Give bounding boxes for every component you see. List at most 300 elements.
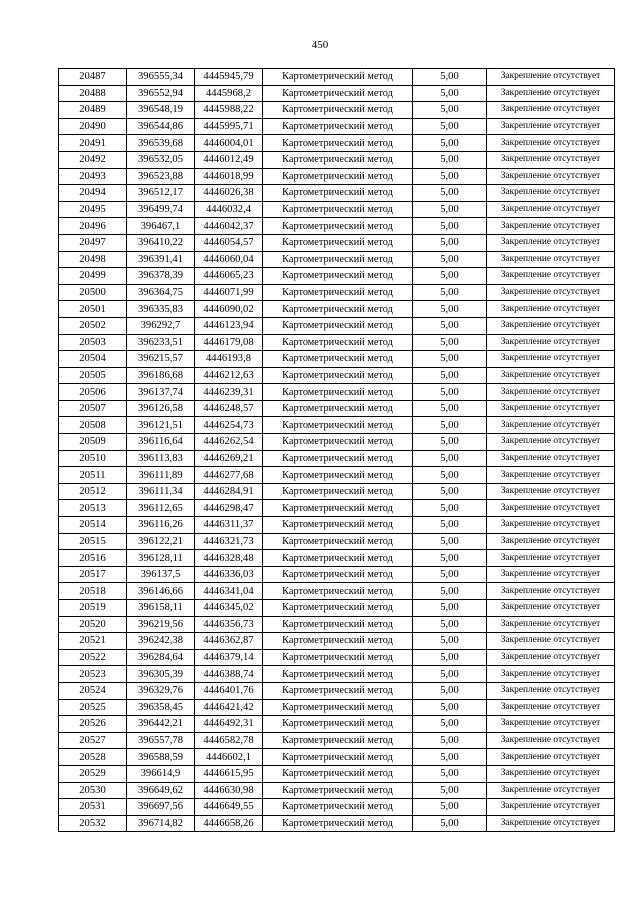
- accuracy-cell: 5,00: [413, 633, 487, 650]
- method-cell: Картометрический метод: [263, 400, 413, 417]
- accuracy-cell: 5,00: [413, 517, 487, 534]
- table-row: [59, 600, 615, 617]
- method-cell: Картометрический метод: [263, 517, 413, 534]
- point-number-cell: 20490: [59, 118, 127, 135]
- y-coordinate-cell: 4446582,78: [195, 732, 263, 749]
- table-row: [59, 417, 615, 434]
- x-coordinate-cell: 396284,64: [127, 649, 195, 666]
- fixation-cell: Закрепление отсутствует: [487, 815, 615, 832]
- method-cell: Картометрический метод: [263, 317, 413, 334]
- fixation-cell: Закрепление отсутствует: [487, 782, 615, 799]
- y-coordinate-cell: 4446311,37: [195, 517, 263, 534]
- fixation-cell: Закрепление отсутствует: [487, 135, 615, 152]
- table-row: [59, 616, 615, 633]
- method-cell: Картометрический метод: [263, 218, 413, 235]
- point-number-cell: 20528: [59, 749, 127, 766]
- point-number-cell: 20492: [59, 151, 127, 168]
- accuracy-cell: 5,00: [413, 533, 487, 550]
- fixation-cell: Закрепление отсутствует: [487, 118, 615, 135]
- accuracy-cell: 5,00: [413, 716, 487, 733]
- accuracy-cell: 5,00: [413, 782, 487, 799]
- table-row: [59, 550, 615, 567]
- table-row: [59, 749, 615, 766]
- point-number-cell: 20522: [59, 649, 127, 666]
- y-coordinate-cell: 4446388,74: [195, 666, 263, 683]
- accuracy-cell: 5,00: [413, 682, 487, 699]
- accuracy-cell: 5,00: [413, 102, 487, 119]
- point-number-cell: 20517: [59, 566, 127, 583]
- table-row: [59, 765, 615, 782]
- accuracy-cell: 5,00: [413, 666, 487, 683]
- point-number-cell: 20504: [59, 351, 127, 368]
- fixation-cell: Закрепление отсутствует: [487, 550, 615, 567]
- x-coordinate-cell: 396113,83: [127, 450, 195, 467]
- x-coordinate-cell: 396588,59: [127, 749, 195, 766]
- accuracy-cell: 5,00: [413, 168, 487, 185]
- point-number-cell: 20514: [59, 517, 127, 534]
- fixation-cell: Закрепление отсутствует: [487, 284, 615, 301]
- fixation-cell: Закрепление отсутствует: [487, 633, 615, 650]
- x-coordinate-cell: 396548,19: [127, 102, 195, 119]
- accuracy-cell: 5,00: [413, 450, 487, 467]
- table-row: [59, 69, 615, 86]
- fixation-cell: Закрепление отсутствует: [487, 517, 615, 534]
- x-coordinate-cell: 396555,34: [127, 69, 195, 86]
- accuracy-cell: 5,00: [413, 69, 487, 86]
- y-coordinate-cell: 4446341,04: [195, 583, 263, 600]
- y-coordinate-cell: 4445995,71: [195, 118, 263, 135]
- method-cell: Картометрический метод: [263, 600, 413, 617]
- table-row: [59, 301, 615, 318]
- boundary-points-table: [58, 68, 615, 832]
- accuracy-cell: 5,00: [413, 201, 487, 218]
- y-coordinate-cell: 4446328,48: [195, 550, 263, 567]
- fixation-cell: Закрепление отсутствует: [487, 301, 615, 318]
- x-coordinate-cell: 396697,56: [127, 799, 195, 816]
- point-number-cell: 20495: [59, 201, 127, 218]
- table-row: [59, 517, 615, 534]
- fixation-cell: Закрепление отсутствует: [487, 732, 615, 749]
- method-cell: Картометрический метод: [263, 649, 413, 666]
- x-coordinate-cell: 396467,1: [127, 218, 195, 235]
- y-coordinate-cell: 4446362,87: [195, 633, 263, 650]
- fixation-cell: Закрепление отсутствует: [487, 583, 615, 600]
- accuracy-cell: 5,00: [413, 434, 487, 451]
- y-coordinate-cell: 4446658,26: [195, 815, 263, 832]
- x-coordinate-cell: 396242,38: [127, 633, 195, 650]
- table-row: [59, 351, 615, 368]
- y-coordinate-cell: 4445988,22: [195, 102, 263, 119]
- fixation-cell: Закрепление отсутствует: [487, 649, 615, 666]
- method-cell: Картометрический метод: [263, 732, 413, 749]
- fixation-cell: Закрепление отсутствует: [487, 367, 615, 384]
- y-coordinate-cell: 4446032,4: [195, 201, 263, 218]
- x-coordinate-cell: 396544,86: [127, 118, 195, 135]
- point-number-cell: 20487: [59, 69, 127, 86]
- y-coordinate-cell: 4446298,47: [195, 500, 263, 517]
- x-coordinate-cell: 396523,88: [127, 168, 195, 185]
- table-row: [59, 334, 615, 351]
- fixation-cell: Закрепление отсутствует: [487, 483, 615, 500]
- fixation-cell: Закрепление отсутствует: [487, 334, 615, 351]
- x-coordinate-cell: 396539,68: [127, 135, 195, 152]
- x-coordinate-cell: 396112,65: [127, 500, 195, 517]
- table-row: [59, 583, 615, 600]
- y-coordinate-cell: 4445968,2: [195, 85, 263, 102]
- method-cell: Картометрический метод: [263, 666, 413, 683]
- method-cell: Картометрический метод: [263, 450, 413, 467]
- method-cell: Картометрический метод: [263, 417, 413, 434]
- table-row: [59, 782, 615, 799]
- table-row: [59, 218, 615, 235]
- accuracy-cell: 5,00: [413, 284, 487, 301]
- table-row: [59, 118, 615, 135]
- table-row: [59, 384, 615, 401]
- fixation-cell: Закрепление отсутствует: [487, 533, 615, 550]
- accuracy-cell: 5,00: [413, 417, 487, 434]
- method-cell: Картометрический метод: [263, 284, 413, 301]
- accuracy-cell: 5,00: [413, 367, 487, 384]
- y-coordinate-cell: 4446065,23: [195, 268, 263, 285]
- x-coordinate-cell: 396116,26: [127, 517, 195, 534]
- y-coordinate-cell: 4446060,04: [195, 251, 263, 268]
- y-coordinate-cell: 4446004,01: [195, 135, 263, 152]
- point-number-cell: 20498: [59, 251, 127, 268]
- method-cell: Картометрический метод: [263, 168, 413, 185]
- page-number: 450: [311, 39, 329, 51]
- x-coordinate-cell: 396364,75: [127, 284, 195, 301]
- method-cell: Картометрический метод: [263, 550, 413, 567]
- fixation-cell: Закрепление отсутствует: [487, 384, 615, 401]
- point-number-cell: 20513: [59, 500, 127, 517]
- y-coordinate-cell: 4445945,79: [195, 69, 263, 86]
- fixation-cell: Закрепление отсутствует: [487, 185, 615, 202]
- y-coordinate-cell: 4446054,57: [195, 234, 263, 251]
- fixation-cell: Закрепление отсутствует: [487, 218, 615, 235]
- point-number-cell: 20521: [59, 633, 127, 650]
- point-number-cell: 20499: [59, 268, 127, 285]
- y-coordinate-cell: 4446239,31: [195, 384, 263, 401]
- method-cell: Картометрический метод: [263, 135, 413, 152]
- y-coordinate-cell: 4446649,55: [195, 799, 263, 816]
- method-cell: Картометрический метод: [263, 367, 413, 384]
- point-number-cell: 20524: [59, 682, 127, 699]
- x-coordinate-cell: 396146,66: [127, 583, 195, 600]
- method-cell: Картометрический метод: [263, 815, 413, 832]
- method-cell: Картометрический метод: [263, 384, 413, 401]
- y-coordinate-cell: 4446018,99: [195, 168, 263, 185]
- point-number-cell: 20508: [59, 417, 127, 434]
- accuracy-cell: 5,00: [413, 135, 487, 152]
- accuracy-cell: 5,00: [413, 566, 487, 583]
- x-coordinate-cell: 396111,89: [127, 467, 195, 484]
- x-coordinate-cell: 396305,39: [127, 666, 195, 683]
- point-number-cell: 20516: [59, 550, 127, 567]
- point-number-cell: 20527: [59, 732, 127, 749]
- x-coordinate-cell: 396126,58: [127, 400, 195, 417]
- accuracy-cell: 5,00: [413, 815, 487, 832]
- method-cell: Картометрический метод: [263, 69, 413, 86]
- table-row: [59, 716, 615, 733]
- x-coordinate-cell: 396137,74: [127, 384, 195, 401]
- x-coordinate-cell: 396358,45: [127, 699, 195, 716]
- accuracy-cell: 5,00: [413, 301, 487, 318]
- method-cell: Картометрический метод: [263, 533, 413, 550]
- y-coordinate-cell: 4446179,08: [195, 334, 263, 351]
- point-number-cell: 20518: [59, 583, 127, 600]
- x-coordinate-cell: 396557,78: [127, 732, 195, 749]
- method-cell: Картометрический метод: [263, 234, 413, 251]
- y-coordinate-cell: 4446193,8: [195, 351, 263, 368]
- method-cell: Картометрический метод: [263, 251, 413, 268]
- x-coordinate-cell: 396128,11: [127, 550, 195, 567]
- fixation-cell: Закрепление отсутствует: [487, 566, 615, 583]
- accuracy-cell: 5,00: [413, 732, 487, 749]
- table-row: [59, 483, 615, 500]
- fixation-cell: Закрепление отсутствует: [487, 251, 615, 268]
- method-cell: Картометрический метод: [263, 633, 413, 650]
- x-coordinate-cell: 396391,41: [127, 251, 195, 268]
- y-coordinate-cell: 4446042,37: [195, 218, 263, 235]
- accuracy-cell: 5,00: [413, 616, 487, 633]
- x-coordinate-cell: 396532,05: [127, 151, 195, 168]
- point-number-cell: 20506: [59, 384, 127, 401]
- method-cell: Картометрический метод: [263, 699, 413, 716]
- y-coordinate-cell: 4446012,49: [195, 151, 263, 168]
- point-number-cell: 20503: [59, 334, 127, 351]
- point-number-cell: 20502: [59, 317, 127, 334]
- accuracy-cell: 5,00: [413, 583, 487, 600]
- table-row: [59, 185, 615, 202]
- x-coordinate-cell: 396649,62: [127, 782, 195, 799]
- method-cell: Картометрический метод: [263, 566, 413, 583]
- point-number-cell: 20489: [59, 102, 127, 119]
- accuracy-cell: 5,00: [413, 351, 487, 368]
- table-row: [59, 533, 615, 550]
- x-coordinate-cell: 396614,9: [127, 765, 195, 782]
- y-coordinate-cell: 4446492,31: [195, 716, 263, 733]
- accuracy-cell: 5,00: [413, 234, 487, 251]
- accuracy-cell: 5,00: [413, 334, 487, 351]
- y-coordinate-cell: 4446123,94: [195, 317, 263, 334]
- table-row: [59, 268, 615, 285]
- fixation-cell: Закрепление отсутствует: [487, 749, 615, 766]
- x-coordinate-cell: 396219,56: [127, 616, 195, 633]
- y-coordinate-cell: 4446630,98: [195, 782, 263, 799]
- table-row: [59, 799, 615, 816]
- fixation-cell: Закрепление отсутствует: [487, 69, 615, 86]
- method-cell: Картометрический метод: [263, 268, 413, 285]
- point-number-cell: 20520: [59, 616, 127, 633]
- x-coordinate-cell: 396111,34: [127, 483, 195, 500]
- y-coordinate-cell: 4446379,14: [195, 649, 263, 666]
- point-number-cell: 20496: [59, 218, 127, 235]
- point-number-cell: 20501: [59, 301, 127, 318]
- accuracy-cell: 5,00: [413, 384, 487, 401]
- y-coordinate-cell: 4446262,54: [195, 434, 263, 451]
- x-coordinate-cell: 396116,64: [127, 434, 195, 451]
- method-cell: Картометрический метод: [263, 716, 413, 733]
- x-coordinate-cell: 396186,68: [127, 367, 195, 384]
- fixation-cell: Закрепление отсутствует: [487, 268, 615, 285]
- accuracy-cell: 5,00: [413, 467, 487, 484]
- accuracy-cell: 5,00: [413, 649, 487, 666]
- table-row: [59, 633, 615, 650]
- x-coordinate-cell: 396552,94: [127, 85, 195, 102]
- method-cell: Картометрический метод: [263, 85, 413, 102]
- table-body: [59, 69, 615, 832]
- method-cell: Картометрический метод: [263, 749, 413, 766]
- point-number-cell: 20488: [59, 85, 127, 102]
- point-number-cell: 20491: [59, 135, 127, 152]
- table-row: [59, 367, 615, 384]
- accuracy-cell: 5,00: [413, 185, 487, 202]
- y-coordinate-cell: 4446401,76: [195, 682, 263, 699]
- table-row: [59, 500, 615, 517]
- method-cell: Картометрический метод: [263, 616, 413, 633]
- y-coordinate-cell: 4446212,63: [195, 367, 263, 384]
- table-row: [59, 450, 615, 467]
- accuracy-cell: 5,00: [413, 500, 487, 517]
- y-coordinate-cell: 4446277,68: [195, 467, 263, 484]
- y-coordinate-cell: 4446336,03: [195, 566, 263, 583]
- point-number-cell: 20531: [59, 799, 127, 816]
- x-coordinate-cell: 396215,57: [127, 351, 195, 368]
- method-cell: Картометрический метод: [263, 102, 413, 119]
- accuracy-cell: 5,00: [413, 268, 487, 285]
- point-number-cell: 20497: [59, 234, 127, 251]
- y-coordinate-cell: 4446026,38: [195, 185, 263, 202]
- method-cell: Картометрический метод: [263, 434, 413, 451]
- x-coordinate-cell: 396122,21: [127, 533, 195, 550]
- y-coordinate-cell: 4446421,42: [195, 699, 263, 716]
- table-row: [59, 168, 615, 185]
- fixation-cell: Закрепление отсутствует: [487, 317, 615, 334]
- y-coordinate-cell: 4446071,99: [195, 284, 263, 301]
- table-row: [59, 317, 615, 334]
- method-cell: Картометрический метод: [263, 118, 413, 135]
- table-row: [59, 135, 615, 152]
- fixation-cell: Закрепление отсутствует: [487, 417, 615, 434]
- table-row: [59, 234, 615, 251]
- point-number-cell: 20523: [59, 666, 127, 683]
- method-cell: Картометрический метод: [263, 765, 413, 782]
- fixation-cell: Закрепление отсутствует: [487, 85, 615, 102]
- fixation-cell: Закрепление отсутствует: [487, 102, 615, 119]
- method-cell: Картометрический метод: [263, 301, 413, 318]
- y-coordinate-cell: 4446345,02: [195, 600, 263, 617]
- x-coordinate-cell: 396233,51: [127, 334, 195, 351]
- point-number-cell: 20500: [59, 284, 127, 301]
- x-coordinate-cell: 396442,21: [127, 716, 195, 733]
- point-number-cell: 20532: [59, 815, 127, 832]
- y-coordinate-cell: 4446248,57: [195, 400, 263, 417]
- y-coordinate-cell: 4446254,73: [195, 417, 263, 434]
- table-row: [59, 732, 615, 749]
- method-cell: Картометрический метод: [263, 151, 413, 168]
- accuracy-cell: 5,00: [413, 151, 487, 168]
- accuracy-cell: 5,00: [413, 749, 487, 766]
- x-coordinate-cell: 396378,39: [127, 268, 195, 285]
- accuracy-cell: 5,00: [413, 699, 487, 716]
- fixation-cell: Закрепление отсутствует: [487, 799, 615, 816]
- table-row: [59, 400, 615, 417]
- fixation-cell: Закрепление отсутствует: [487, 600, 615, 617]
- y-coordinate-cell: 4446321,73: [195, 533, 263, 550]
- accuracy-cell: 5,00: [413, 400, 487, 417]
- y-coordinate-cell: 4446284,91: [195, 483, 263, 500]
- point-number-cell: 20494: [59, 185, 127, 202]
- x-coordinate-cell: 396137,5: [127, 566, 195, 583]
- point-number-cell: 20525: [59, 699, 127, 716]
- table-row: [59, 699, 615, 716]
- point-number-cell: 20529: [59, 765, 127, 782]
- point-number-cell: 20526: [59, 716, 127, 733]
- fixation-cell: Закрепление отсутствует: [487, 234, 615, 251]
- fixation-cell: Закрепление отсутствует: [487, 467, 615, 484]
- fixation-cell: Закрепление отсутствует: [487, 400, 615, 417]
- point-number-cell: 20505: [59, 367, 127, 384]
- table-row: [59, 284, 615, 301]
- point-number-cell: 20515: [59, 533, 127, 550]
- point-number-cell: 20493: [59, 168, 127, 185]
- x-coordinate-cell: 396335,83: [127, 301, 195, 318]
- fixation-cell: Закрепление отсутствует: [487, 699, 615, 716]
- fixation-cell: Закрепление отсутствует: [487, 682, 615, 699]
- fixation-cell: Закрепление отсутствует: [487, 351, 615, 368]
- fixation-cell: Закрепление отсутствует: [487, 434, 615, 451]
- accuracy-cell: 5,00: [413, 317, 487, 334]
- point-number-cell: 20519: [59, 600, 127, 617]
- y-coordinate-cell: 4446090,02: [195, 301, 263, 318]
- table-row: [59, 682, 615, 699]
- method-cell: Картометрический метод: [263, 483, 413, 500]
- accuracy-cell: 5,00: [413, 765, 487, 782]
- x-coordinate-cell: 396410,22: [127, 234, 195, 251]
- method-cell: Картометрический метод: [263, 799, 413, 816]
- point-number-cell: 20530: [59, 782, 127, 799]
- accuracy-cell: 5,00: [413, 218, 487, 235]
- accuracy-cell: 5,00: [413, 600, 487, 617]
- method-cell: Картометрический метод: [263, 334, 413, 351]
- fixation-cell: Закрепление отсутствует: [487, 168, 615, 185]
- method-cell: Картометрический метод: [263, 583, 413, 600]
- fixation-cell: Закрепление отсутствует: [487, 716, 615, 733]
- x-coordinate-cell: 396329,76: [127, 682, 195, 699]
- x-coordinate-cell: 396292,7: [127, 317, 195, 334]
- table-row: [59, 666, 615, 683]
- y-coordinate-cell: 4446356,73: [195, 616, 263, 633]
- table-row: [59, 102, 615, 119]
- y-coordinate-cell: 4446269,21: [195, 450, 263, 467]
- method-cell: Картометрический метод: [263, 682, 413, 699]
- method-cell: Картометрический метод: [263, 201, 413, 218]
- x-coordinate-cell: 396499,74: [127, 201, 195, 218]
- accuracy-cell: 5,00: [413, 799, 487, 816]
- x-coordinate-cell: 396512,17: [127, 185, 195, 202]
- y-coordinate-cell: 4446615,95: [195, 765, 263, 782]
- point-number-cell: 20511: [59, 467, 127, 484]
- method-cell: Картометрический метод: [263, 351, 413, 368]
- fixation-cell: Закрепление отсутствует: [487, 201, 615, 218]
- point-number-cell: 20510: [59, 450, 127, 467]
- point-number-cell: 20509: [59, 434, 127, 451]
- point-number-cell: 20512: [59, 483, 127, 500]
- y-coordinate-cell: 4446602,1: [195, 749, 263, 766]
- fixation-cell: Закрепление отсутствует: [487, 500, 615, 517]
- accuracy-cell: 5,00: [413, 483, 487, 500]
- x-coordinate-cell: 396158,11: [127, 600, 195, 617]
